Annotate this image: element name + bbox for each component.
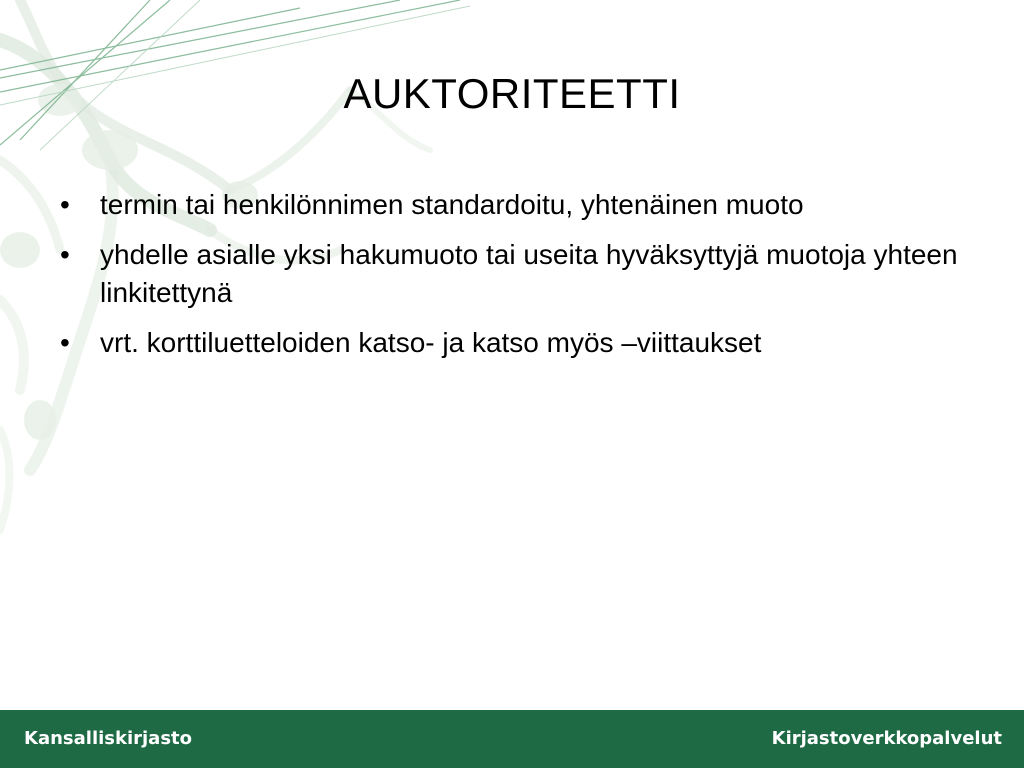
bullet-marker: • [60, 327, 70, 358]
bullet-marker: • [60, 189, 70, 220]
bullet-list [60, 186, 980, 374]
bullet-item [60, 324, 980, 362]
bullet-item [60, 186, 980, 224]
bullet-item [60, 236, 980, 312]
footer-logo-kirjastoverkkopalvelut: Kirjastoverkkopalvelut [771, 728, 1002, 749]
bullet-marker: • [60, 239, 70, 270]
slide-title: AUKTORITEETTI [343, 70, 681, 117]
bullet-text: termin tai henkilönnimen standardoitu, yhtenäinen muoto [100, 189, 804, 220]
footer-logo-kansalliskirjasto: Kansalliskirjasto [24, 728, 193, 749]
bullet-text: vrt. korttiluetteloiden katso- ja katso myös –viittaukset [100, 327, 762, 358]
footer-bar [0, 710, 1024, 768]
bullet-text: yhdelle asialle yksi hakumuoto tai useita hyväksyttyjä muotoja yhteen linkitettynä [100, 239, 958, 308]
